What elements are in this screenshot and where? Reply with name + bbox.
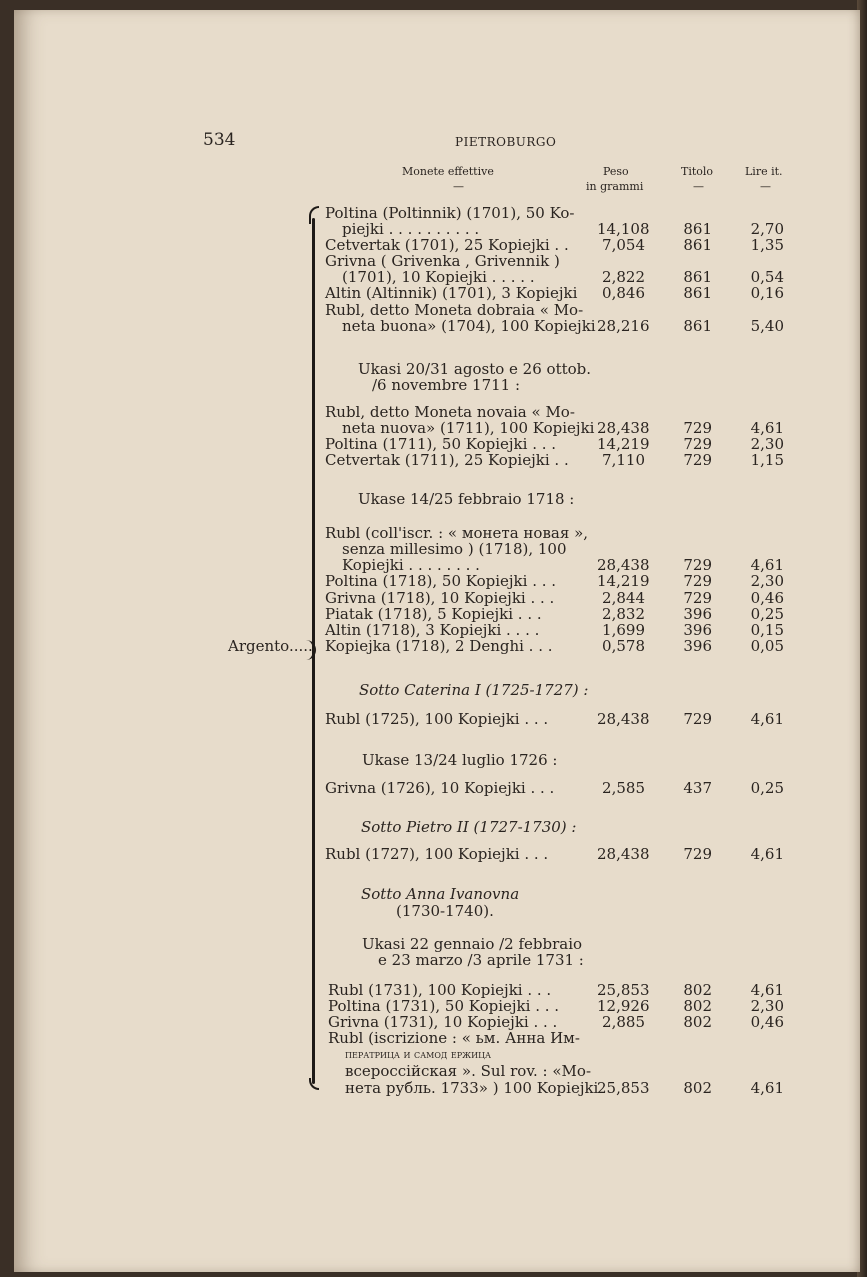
coin-lire: 2,70 (750, 220, 784, 238)
section-heading: (1730-1740). (396, 902, 494, 920)
coin-weight: 28,438 (597, 556, 650, 574)
coin-line-inscription: всероссійская ». Sul rov. : «Мо- (345, 1062, 592, 1080)
coin-line: Altin (1718), 3 Kopiejki . . . . (325, 621, 540, 639)
coin-lire: 4,61 (750, 556, 784, 574)
coin-weight: 14,219 (597, 435, 650, 453)
coin-fineness: 729 (683, 435, 712, 453)
coin-weight: 14,219 (597, 572, 650, 590)
coin-weight: 2,832 (602, 605, 645, 623)
section-heading: /6 novembre 1711 : (372, 376, 521, 394)
coin-fineness: 729 (683, 572, 712, 590)
running-head: PIETROBURGO (455, 135, 557, 149)
coin-line: нета рубль. 1733» ) 100 Kopiejki (345, 1079, 599, 1097)
coin-weight: 28,438 (597, 419, 650, 437)
coin-weight: 0,578 (602, 637, 645, 655)
coin-line: Poltina (Poltinnik) (1701), 50 Ko- (325, 204, 575, 222)
section-heading: Sotto Pietro II (1727-1730) : (361, 818, 577, 836)
coin-weight: 7,054 (602, 236, 645, 254)
coin-weight: 2,822 (602, 268, 645, 286)
coin-line: Poltina (1718), 50 Kopiejki . . . (325, 572, 557, 590)
coin-fineness: 396 (683, 621, 712, 639)
coin-lire: 4,61 (750, 1079, 784, 1097)
section-heading: Ukasi 22 gennaio /2 febbraio (362, 935, 583, 953)
coin-line: neta nuova» (1711), 100 Kopiejki (342, 419, 595, 437)
coin-weight: 14,108 (597, 220, 650, 238)
coin-fineness: 802 (683, 1079, 712, 1097)
coin-fineness: 729 (683, 419, 712, 437)
coin-weight: 0,846 (602, 284, 645, 302)
coin-fineness: 729 (683, 845, 712, 863)
coin-line: Rubl, detto Moneta novaia « Mo- (325, 403, 575, 421)
coin-line: Kopiejki . . . . . . . . (342, 556, 480, 574)
coin-lire: 4,61 (750, 845, 784, 863)
coin-line: Grivna ( Grivenka , Grivennik ) (325, 252, 560, 270)
coin-weight: 12,926 (597, 997, 650, 1015)
coin-line: Grivna (1718), 10 Kopiejki . . . (325, 589, 555, 607)
coin-line: Cetvertak (1711), 25 Kopiejki . . (325, 451, 569, 469)
coin-line: Altin (Altinnik) (1701), 3 Kopiejki (325, 284, 578, 302)
coin-lire: 0,54 (750, 268, 784, 286)
coin-weight: 25,853 (597, 981, 650, 999)
coin-lire: 4,61 (750, 419, 784, 437)
coin-line: Grivna (1731), 10 Kopiejki . . . (328, 1013, 558, 1031)
coin-line: senza millesimo ) (1718), 100 (342, 540, 567, 558)
coin-line: Rubl (1731), 100 Kopiejki . . . (328, 981, 552, 999)
coin-lire: 0,46 (750, 589, 784, 607)
col-header-weight-unit: in grammi (586, 180, 644, 193)
coin-fineness: 396 (683, 605, 712, 623)
section-heading: Ukasi 20/31 agosto e 26 ottob. (358, 360, 592, 378)
coin-line: (1701), 10 Kopiejki . . . . . (342, 268, 535, 286)
coin-lire: 1,35 (750, 236, 784, 254)
page-number: 534 (203, 130, 236, 150)
coin-fineness: 861 (683, 220, 712, 238)
coin-lire: 4,61 (750, 981, 784, 999)
coin-line: Poltina (1731), 50 Kopiejki . . . (328, 997, 560, 1015)
coin-fineness: 861 (683, 268, 712, 286)
coin-weight: 28,438 (597, 710, 650, 728)
coin-lire: 0,25 (750, 605, 784, 623)
coin-fineness: 729 (683, 451, 712, 469)
coin-lire: 4,61 (750, 710, 784, 728)
col-header-lire-dash: — (760, 180, 771, 193)
coin-weight: 1,699 (602, 621, 645, 639)
coin-fineness: 802 (683, 981, 712, 999)
col-header-weight: Peso (603, 165, 629, 178)
coin-fineness: 396 (683, 637, 712, 655)
coin-lire: 0,16 (750, 284, 784, 302)
col-header-fineness: Titolo (681, 165, 714, 178)
coin-fineness: 729 (683, 556, 712, 574)
coin-lire: 0,25 (750, 779, 784, 797)
coin-weight: 28,216 (597, 317, 650, 335)
section-heading: Ukase 13/24 luglio 1726 : (362, 751, 558, 769)
coin-lire: 5,40 (750, 317, 784, 335)
coin-fineness: 729 (683, 589, 712, 607)
coin-weight: 25,853 (597, 1079, 650, 1097)
coin-fineness: 861 (683, 284, 712, 302)
coin-fineness: 729 (683, 710, 712, 728)
coin-fineness: 437 (683, 779, 712, 797)
section-heading: Sotto Anna Ivanovna (361, 885, 520, 903)
coin-line: Rubl (1725), 100 Kopiejki . . . (325, 710, 549, 728)
section-heading: Ukase 14/25 febbraio 1718 : (358, 490, 575, 508)
coin-fineness: 802 (683, 1013, 712, 1031)
coin-lire: 1,15 (750, 451, 784, 469)
coin-line: piejki . . . . . . . . . . (342, 220, 480, 238)
col-header-coin-dash: — (453, 180, 464, 193)
col-header-lire: Lire it. (745, 165, 783, 178)
coin-line: Rubl (1727), 100 Kopiejki . . . (325, 845, 549, 863)
coin-line-inscription: ператрица и самод ержица (345, 1048, 492, 1061)
coin-line: Cetvertak (1701), 25 Kopiejki . . (325, 236, 569, 254)
coin-weight: 2,885 (602, 1013, 645, 1031)
coin-line: Kopiejka (1718), 2 Denghi . . . (325, 637, 553, 655)
coin-weight: 7,110 (602, 451, 645, 469)
coin-fineness: 861 (683, 236, 712, 254)
coin-fineness: 802 (683, 997, 712, 1015)
coin-lire: 2,30 (750, 435, 784, 453)
coin-lire: 2,30 (750, 572, 784, 590)
coin-lire: 0,46 (750, 1013, 784, 1031)
section-heading: Sotto Caterina I (1725-1727) : (359, 681, 589, 699)
coin-fineness: 861 (683, 317, 712, 335)
coin-line: Rubl (coll'iscr. : « монета новая », (325, 524, 589, 542)
section-heading: e 23 marzo /3 aprile 1731 : (378, 951, 584, 969)
coin-lire: 0,15 (750, 621, 784, 639)
group-label-argento: Argento...... (228, 637, 318, 655)
coin-weight: 2,844 (602, 589, 645, 607)
coin-line: Piatak (1718), 5 Kopiejki . . . (325, 605, 542, 623)
coin-weight: 28,438 (597, 845, 650, 863)
coin-line: Rubl (iscrizione : « ьм. Анна Им- (328, 1029, 580, 1047)
col-header-coin: Monete effettive (402, 165, 494, 178)
coin-lire: 2,30 (750, 997, 784, 1015)
coin-weight: 2,585 (602, 779, 645, 797)
coin-line: Poltina (1711), 50 Kopiejki . . . (325, 435, 557, 453)
coin-line: Grivna (1726), 10 Kopiejki . . . (325, 779, 555, 797)
col-header-fineness-dash: — (693, 180, 704, 193)
coin-line: neta buona» (1704), 100 Kopiejki (342, 317, 596, 335)
coin-line: Rubl, detto Moneta dobraia « Mo- (325, 301, 584, 319)
coin-lire: 0,05 (750, 637, 784, 655)
